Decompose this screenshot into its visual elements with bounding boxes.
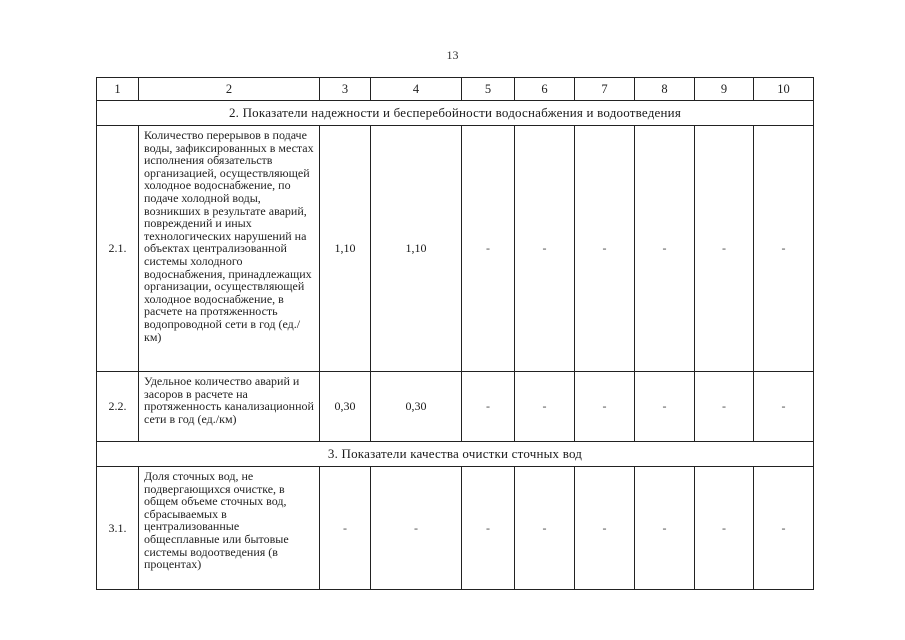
column-number-cell: 1: [97, 78, 139, 101]
section-heading-row: [97, 101, 814, 126]
value-cell: -: [635, 126, 695, 372]
section-heading-treatment-quality: 3. Показатели качества очистки сточных вод: [97, 442, 814, 467]
value-cell: 0,30: [320, 372, 371, 442]
column-number-cell: 3: [320, 78, 371, 101]
row-number: 2.1.: [97, 126, 139, 372]
indicator-description: Доля сточных вод, не подвергающихся очистке, в общем объеме сточных вод, сбрасываемых в централизованные общесплавные или бытовые системы водоотведения (в процентах): [139, 467, 320, 590]
indicator-description: Количество перерывов в подаче воды, зафиксированных в местах исполнения обязательств организацией, осуществляющей холодное водоснабжение, по подаче холодной воды, возникших в результате аварий, повреждений и иных технологических нарушений на объектах централизованной системы холодного водоснабжения, принадлежащих организации, осуществляющей холодное водоснабжение, в расчете на протяженность водопроводной сети в год (ед./км): [139, 126, 320, 372]
value-cell: -: [695, 126, 754, 372]
column-number-cell: 6: [515, 78, 575, 101]
table-row: [97, 467, 814, 590]
section-heading-row: [97, 442, 814, 467]
column-number-cell: 7: [575, 78, 635, 101]
value-cell: -: [515, 467, 575, 590]
value-cell: -: [515, 372, 575, 442]
column-number-cell: 8: [635, 78, 695, 101]
value-cell: -: [462, 372, 515, 442]
value-cell: -: [371, 467, 462, 590]
column-number-cell: 9: [695, 78, 754, 101]
row-number: 3.1.: [97, 467, 139, 590]
value-cell: -: [695, 467, 754, 590]
value-cell: 1,10: [320, 126, 371, 372]
value-cell: -: [754, 126, 814, 372]
column-number-cell: 4: [371, 78, 462, 101]
column-number-row: [97, 78, 814, 101]
column-number-cell: 2: [139, 78, 320, 101]
value-cell: -: [695, 372, 754, 442]
section-heading-reliability: 2. Показатели надежности и бесперебойности водоснабжения и водоотведения: [97, 101, 814, 126]
table-row: [97, 126, 814, 372]
indicators-table: [96, 77, 814, 590]
value-cell: -: [515, 126, 575, 372]
value-cell: -: [320, 467, 371, 590]
page-number: 13: [446, 48, 459, 62]
column-number-cell: 10: [754, 78, 814, 101]
value-cell: -: [754, 467, 814, 590]
column-number-cell: 5: [462, 78, 515, 101]
value-cell: -: [754, 372, 814, 442]
table-row: [97, 372, 814, 442]
indicator-description: Удельное количество аварий и засоров в расчете на протяженность канализационной сети в год (ед./км): [139, 372, 320, 442]
value-cell: -: [635, 372, 695, 442]
value-cell: -: [575, 372, 635, 442]
value-cell: 1,10: [371, 126, 462, 372]
value-cell: -: [575, 126, 635, 372]
value-cell: -: [635, 467, 695, 590]
value-cell: -: [462, 467, 515, 590]
value-cell: 0,30: [371, 372, 462, 442]
value-cell: -: [462, 126, 515, 372]
value-cell: -: [575, 467, 635, 590]
row-number: 2.2.: [97, 372, 139, 442]
